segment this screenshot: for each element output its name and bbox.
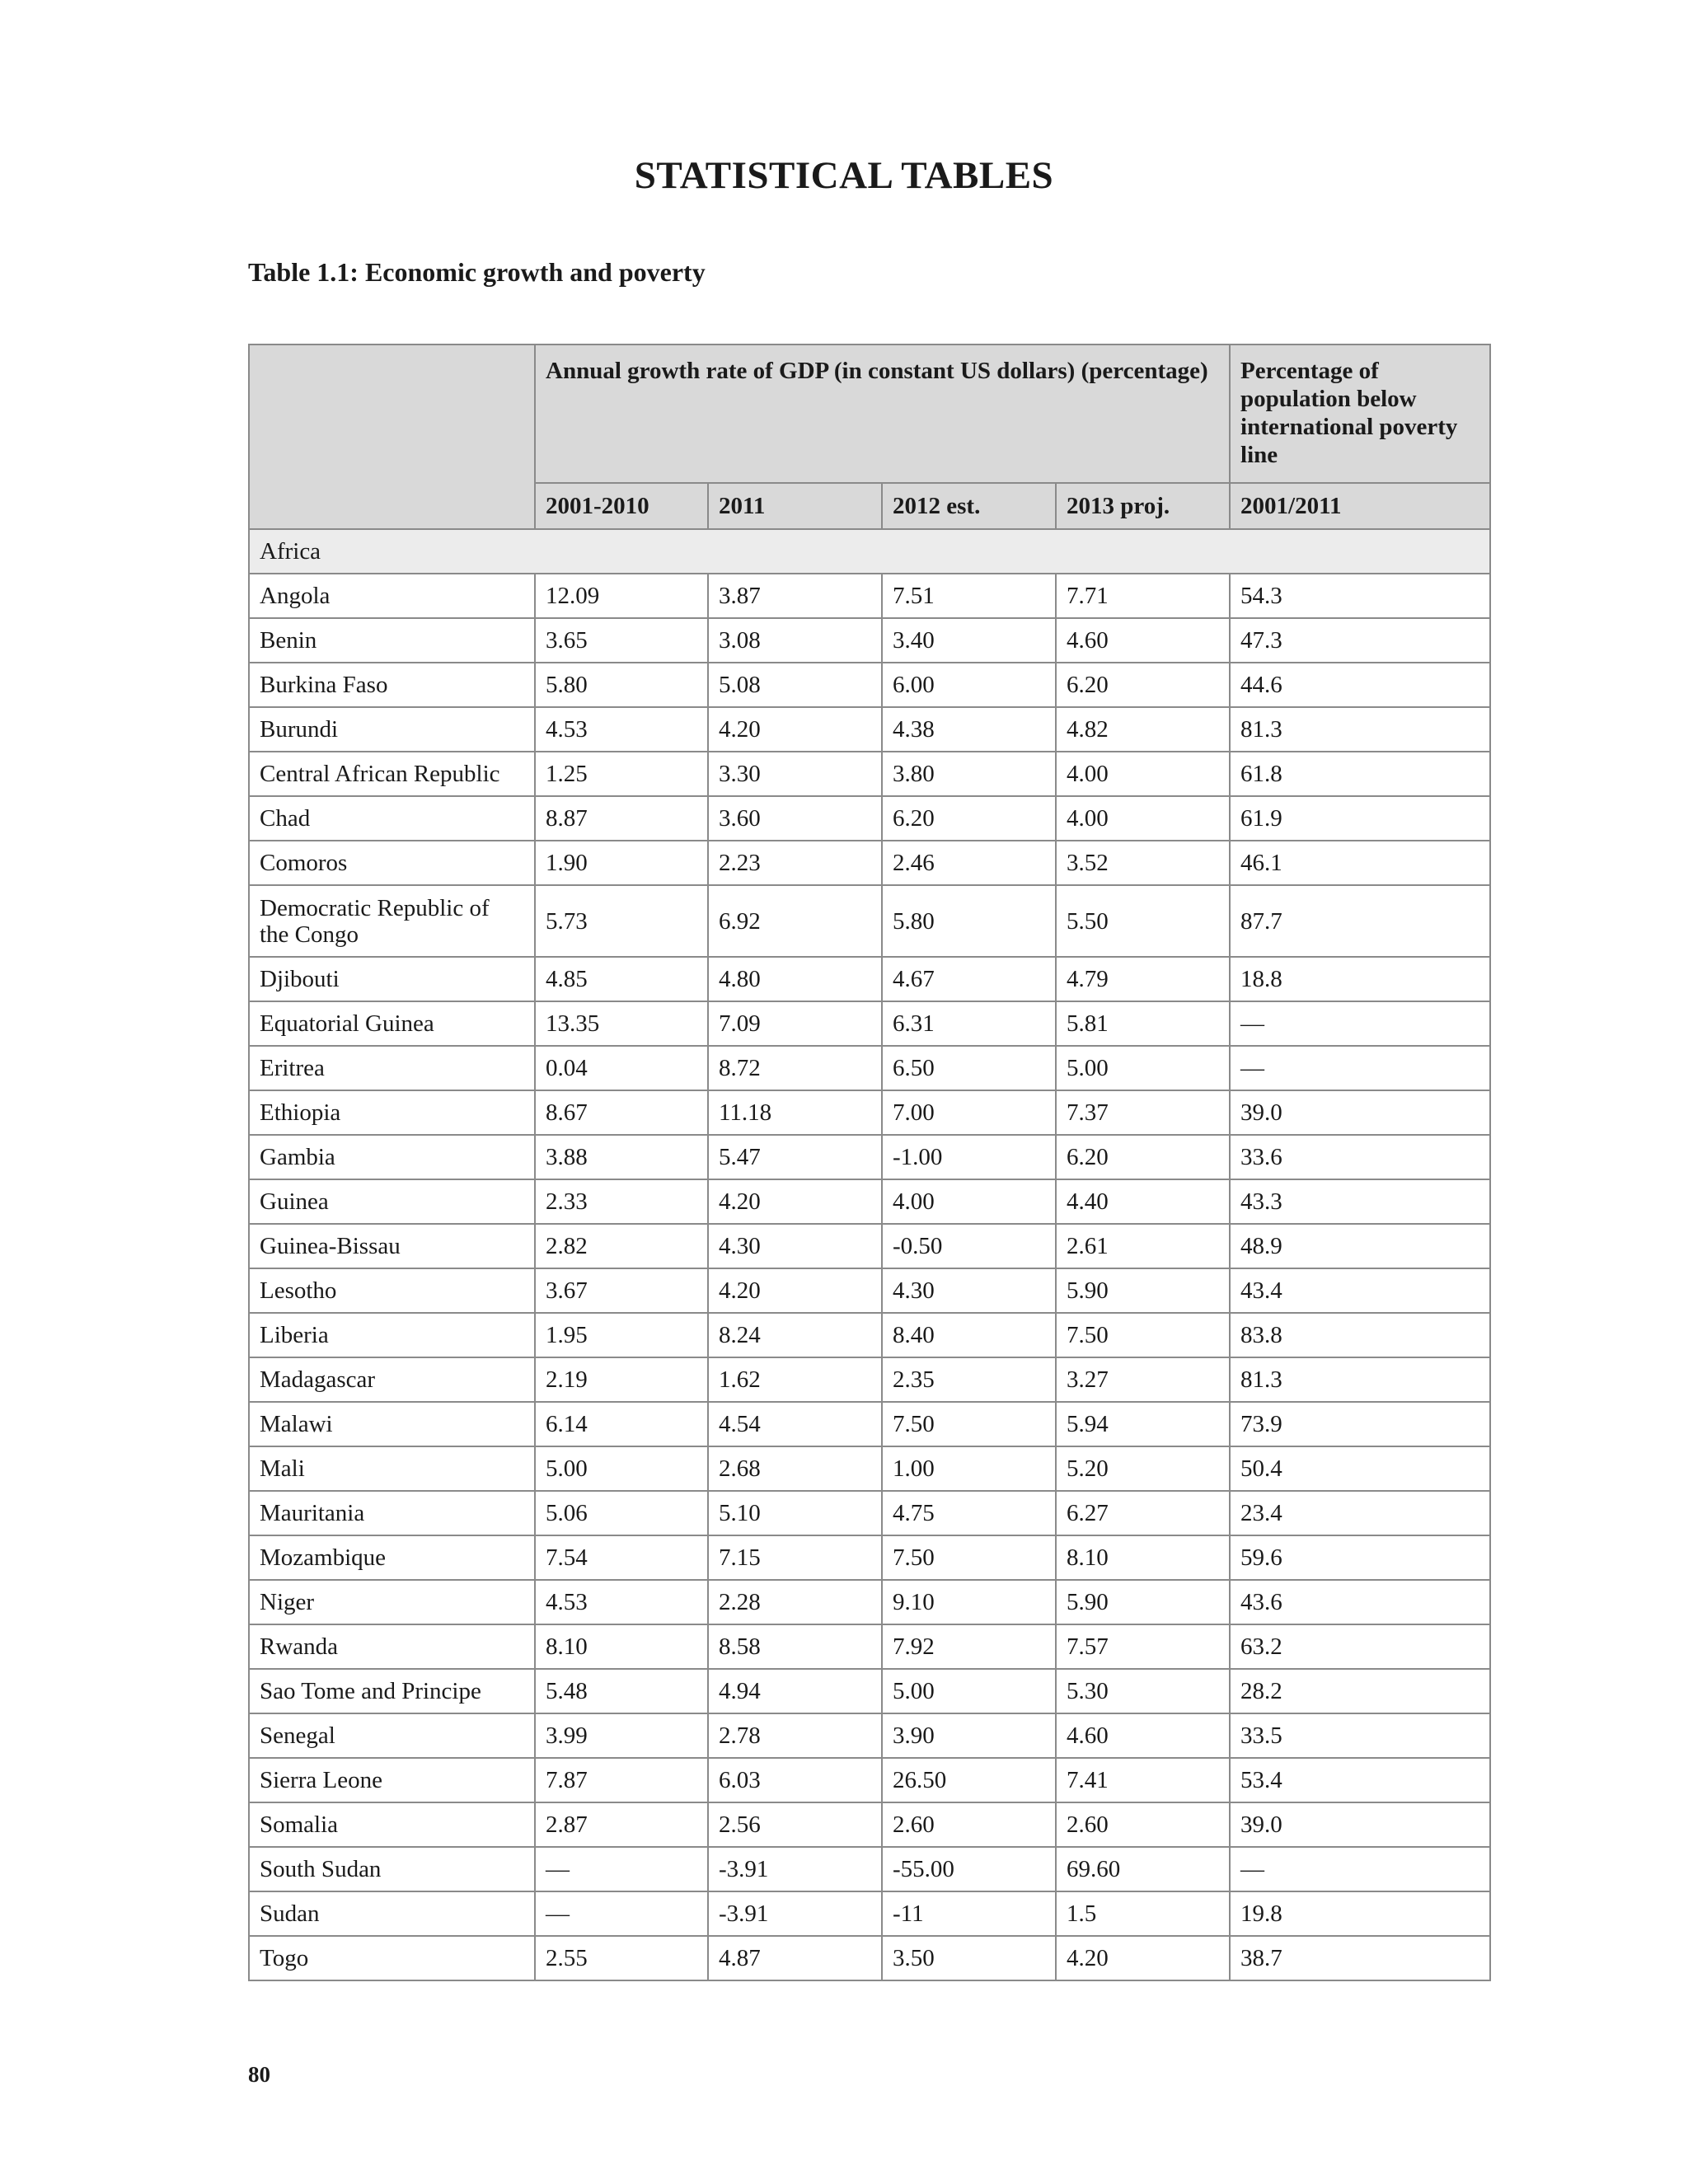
value-cell: 4.79 [1056, 957, 1230, 1001]
table-row [249, 1669, 1490, 1713]
value-cell: 8.87 [535, 796, 708, 841]
value-cell: 2.87 [535, 1802, 708, 1847]
table-row [249, 752, 1490, 796]
value-cell: 3.90 [882, 1713, 1056, 1758]
value-cell: — [535, 1847, 708, 1891]
table-row [249, 1090, 1490, 1135]
value-cell: — [1230, 1847, 1490, 1891]
value-cell: 3.30 [708, 752, 882, 796]
value-cell: 44.6 [1230, 663, 1490, 707]
value-cell: 9.10 [882, 1580, 1056, 1624]
value-cell: 2.23 [708, 841, 882, 885]
value-cell: 13.35 [535, 1001, 708, 1046]
table-row [249, 1936, 1490, 1980]
country-cell: Ethiopia [249, 1090, 535, 1135]
table-row [249, 1624, 1490, 1669]
column-header: 2001/2011 [1230, 483, 1490, 529]
value-cell: 47.3 [1230, 618, 1490, 663]
value-cell: 5.48 [535, 1669, 708, 1713]
value-cell: 87.7 [1230, 885, 1490, 957]
value-cell: 2.61 [1056, 1224, 1230, 1268]
table-row [249, 885, 1490, 957]
country-cell: Rwanda [249, 1624, 535, 1669]
table-row [249, 707, 1490, 752]
country-column-header [249, 344, 535, 529]
value-cell: 4.30 [708, 1224, 882, 1268]
value-cell: 3.27 [1056, 1357, 1230, 1402]
value-cell: 6.03 [708, 1758, 882, 1802]
value-cell: 2.35 [882, 1357, 1056, 1402]
table-row [249, 1891, 1490, 1936]
value-cell: 5.20 [1056, 1446, 1230, 1491]
value-cell: 5.94 [1056, 1402, 1230, 1446]
country-cell: Gambia [249, 1135, 535, 1179]
value-cell: -11 [882, 1891, 1056, 1936]
value-cell: -0.50 [882, 1224, 1056, 1268]
value-cell: 5.06 [535, 1491, 708, 1535]
value-cell: 7.51 [882, 574, 1056, 618]
value-cell: 2.28 [708, 1580, 882, 1624]
value-cell: 19.8 [1230, 1891, 1490, 1936]
value-cell: 4.54 [708, 1402, 882, 1446]
value-cell: 3.99 [535, 1713, 708, 1758]
value-cell: 11.18 [708, 1090, 882, 1135]
value-cell: 4.20 [708, 1179, 882, 1224]
value-cell: 7.15 [708, 1535, 882, 1580]
value-cell: 3.67 [535, 1268, 708, 1313]
table-row [249, 1135, 1490, 1179]
value-cell: -55.00 [882, 1847, 1056, 1891]
table-row [249, 1847, 1490, 1891]
country-cell: Guinea [249, 1179, 535, 1224]
value-cell: 7.71 [1056, 574, 1230, 618]
table-row [249, 618, 1490, 663]
table-row [249, 1001, 1490, 1046]
value-cell: 5.90 [1056, 1580, 1230, 1624]
country-cell: Sudan [249, 1891, 535, 1936]
value-cell: 2.68 [708, 1446, 882, 1491]
country-cell: Madagascar [249, 1357, 535, 1402]
value-cell: 4.00 [1056, 796, 1230, 841]
value-cell: 5.00 [1056, 1046, 1230, 1090]
value-cell: 2.60 [1056, 1802, 1230, 1847]
country-cell: Burkina Faso [249, 663, 535, 707]
value-cell: 43.3 [1230, 1179, 1490, 1224]
value-cell: 5.10 [708, 1491, 882, 1535]
value-cell: 39.0 [1230, 1090, 1490, 1135]
value-cell: 4.20 [1056, 1936, 1230, 1980]
value-cell: 1.62 [708, 1357, 882, 1402]
value-cell: 4.60 [1056, 618, 1230, 663]
page-number: 80 [248, 2062, 270, 2087]
table-row [249, 1802, 1490, 1847]
country-cell: Lesotho [249, 1268, 535, 1313]
country-cell: Mozambique [249, 1535, 535, 1580]
table-row [249, 1179, 1490, 1224]
value-cell: 2.56 [708, 1802, 882, 1847]
value-cell: 8.67 [535, 1090, 708, 1135]
value-cell: 5.73 [535, 885, 708, 957]
table-row [249, 1713, 1490, 1758]
table-row [249, 1446, 1490, 1491]
value-cell: 81.3 [1230, 1357, 1490, 1402]
country-cell: Comoros [249, 841, 535, 885]
value-cell: 18.8 [1230, 957, 1490, 1001]
country-cell: Guinea-Bissau [249, 1224, 535, 1268]
value-cell: 7.50 [882, 1535, 1056, 1580]
value-cell: 2.33 [535, 1179, 708, 1224]
value-cell: 3.40 [882, 618, 1056, 663]
column-header: 2012 est. [882, 483, 1056, 529]
table-row [249, 1357, 1490, 1402]
value-cell: 3.50 [882, 1936, 1056, 1980]
value-cell: 23.4 [1230, 1491, 1490, 1535]
table-row [249, 1535, 1490, 1580]
value-cell: 50.4 [1230, 1446, 1490, 1491]
region-row-africa: Africa [249, 529, 1490, 574]
table-row [249, 1758, 1490, 1802]
value-cell: 8.10 [535, 1624, 708, 1669]
value-cell: 48.9 [1230, 1224, 1490, 1268]
value-cell: 38.7 [1230, 1936, 1490, 1980]
table-row [249, 574, 1490, 618]
value-cell: 3.65 [535, 618, 708, 663]
value-cell: 61.9 [1230, 796, 1490, 841]
value-cell: — [1230, 1001, 1490, 1046]
value-cell: 7.57 [1056, 1624, 1230, 1669]
value-cell: 46.1 [1230, 841, 1490, 885]
value-cell: 7.50 [882, 1402, 1056, 1446]
value-cell: 12.09 [535, 574, 708, 618]
value-cell: 3.52 [1056, 841, 1230, 885]
value-cell: 43.4 [1230, 1268, 1490, 1313]
value-cell: 2.55 [535, 1936, 708, 1980]
table-row [249, 1580, 1490, 1624]
value-cell: 6.20 [1056, 663, 1230, 707]
value-cell: 4.67 [882, 957, 1056, 1001]
country-cell: Liberia [249, 1313, 535, 1357]
value-cell: 6.31 [882, 1001, 1056, 1046]
value-cell: 5.81 [1056, 1001, 1230, 1046]
value-cell: 4.60 [1056, 1713, 1230, 1758]
value-cell: 69.60 [1056, 1847, 1230, 1891]
value-cell: 8.10 [1056, 1535, 1230, 1580]
value-cell: 4.75 [882, 1491, 1056, 1535]
value-cell: 54.3 [1230, 574, 1490, 618]
country-cell: Somalia [249, 1802, 535, 1847]
table-row [249, 1491, 1490, 1535]
value-cell: 3.80 [882, 752, 1056, 796]
value-cell: 4.85 [535, 957, 708, 1001]
country-cell: Eritrea [249, 1046, 535, 1090]
value-cell: 4.94 [708, 1669, 882, 1713]
value-cell: — [1230, 1046, 1490, 1090]
table-row [249, 841, 1490, 885]
value-cell: 3.60 [708, 796, 882, 841]
value-cell: 6.27 [1056, 1491, 1230, 1535]
value-cell: 43.6 [1230, 1580, 1490, 1624]
value-cell: 1.90 [535, 841, 708, 885]
value-cell: 4.40 [1056, 1179, 1230, 1224]
country-cell: Central African Republic [249, 752, 535, 796]
country-cell: South Sudan [249, 1847, 535, 1891]
value-cell: 4.82 [1056, 707, 1230, 752]
country-cell: Sao Tome and Principe [249, 1669, 535, 1713]
column-header: 2001-2010 [535, 483, 708, 529]
value-cell: 59.6 [1230, 1535, 1490, 1580]
value-cell: 2.60 [882, 1802, 1056, 1847]
column-header: 2013 proj. [1056, 483, 1230, 529]
table-row [249, 796, 1490, 841]
value-cell: 4.00 [882, 1179, 1056, 1224]
country-cell: Sierra Leone [249, 1758, 535, 1802]
value-cell: 39.0 [1230, 1802, 1490, 1847]
table-row [249, 1402, 1490, 1446]
value-cell: 6.00 [882, 663, 1056, 707]
gdp-group-header: Annual growth rate of GDP (in constant US dollars) (percentage) [535, 344, 1230, 483]
value-cell: 3.87 [708, 574, 882, 618]
value-cell: -1.00 [882, 1135, 1056, 1179]
value-cell: 33.6 [1230, 1135, 1490, 1179]
value-cell: 5.00 [882, 1669, 1056, 1713]
value-cell: 8.24 [708, 1313, 882, 1357]
value-cell: 5.50 [1056, 885, 1230, 957]
value-cell: 6.50 [882, 1046, 1056, 1090]
country-cell: Chad [249, 796, 535, 841]
table-row [249, 1313, 1490, 1357]
value-cell: 33.5 [1230, 1713, 1490, 1758]
page-title: STATISTICAL TABLES [634, 154, 1054, 197]
value-cell: 4.00 [1056, 752, 1230, 796]
country-cell: Benin [249, 618, 535, 663]
value-cell: 7.41 [1056, 1758, 1230, 1802]
value-cell: — [535, 1891, 708, 1936]
value-cell: 2.19 [535, 1357, 708, 1402]
value-cell: 4.20 [708, 707, 882, 752]
value-cell: 5.00 [535, 1446, 708, 1491]
table-row [249, 1224, 1490, 1268]
column-header: 2011 [708, 483, 882, 529]
country-cell: Equatorial Guinea [249, 1001, 535, 1046]
value-cell: -3.91 [708, 1847, 882, 1891]
country-cell: Senegal [249, 1713, 535, 1758]
table-row [249, 1046, 1490, 1090]
table-row [249, 663, 1490, 707]
value-cell: 1.95 [535, 1313, 708, 1357]
value-cell: 6.14 [535, 1402, 708, 1446]
value-cell: 7.92 [882, 1624, 1056, 1669]
value-cell: 4.38 [882, 707, 1056, 752]
value-cell: 3.88 [535, 1135, 708, 1179]
value-cell: 1.00 [882, 1446, 1056, 1491]
table-caption: Table 1.1: Economic growth and poverty [248, 257, 706, 287]
value-cell: 4.80 [708, 957, 882, 1001]
value-cell: 63.2 [1230, 1624, 1490, 1669]
value-cell: 6.92 [708, 885, 882, 957]
value-cell: 5.47 [708, 1135, 882, 1179]
value-cell: 8.58 [708, 1624, 882, 1669]
value-cell: 2.82 [535, 1224, 708, 1268]
value-cell: 83.8 [1230, 1313, 1490, 1357]
country-cell: Djibouti [249, 957, 535, 1001]
value-cell: 28.2 [1230, 1669, 1490, 1713]
value-cell: -3.91 [708, 1891, 882, 1936]
value-cell: 4.53 [535, 1580, 708, 1624]
value-cell: 26.50 [882, 1758, 1056, 1802]
country-cell: Malawi [249, 1402, 535, 1446]
country-cell: Burundi [249, 707, 535, 752]
value-cell: 0.04 [535, 1046, 708, 1090]
value-cell: 5.08 [708, 663, 882, 707]
value-cell: 73.9 [1230, 1402, 1490, 1446]
value-cell: 5.30 [1056, 1669, 1230, 1713]
value-cell: 4.87 [708, 1936, 882, 1980]
value-cell: 1.5 [1056, 1891, 1230, 1936]
value-cell: 6.20 [1056, 1135, 1230, 1179]
value-cell: 8.40 [882, 1313, 1056, 1357]
value-cell: 2.46 [882, 841, 1056, 885]
value-cell: 4.30 [882, 1268, 1056, 1313]
country-cell: Mali [249, 1446, 535, 1491]
value-cell: 4.20 [708, 1268, 882, 1313]
value-cell: 5.80 [882, 885, 1056, 957]
value-cell: 4.53 [535, 707, 708, 752]
value-cell: 53.4 [1230, 1758, 1490, 1802]
value-cell: 61.8 [1230, 752, 1490, 796]
value-cell: 3.08 [708, 618, 882, 663]
poverty-group-header: Percentage of population below international poverty line [1230, 344, 1490, 483]
value-cell: 7.87 [535, 1758, 708, 1802]
country-cell: Togo [249, 1936, 535, 1980]
value-cell: 6.20 [882, 796, 1056, 841]
value-cell: 5.80 [535, 663, 708, 707]
value-cell: 1.25 [535, 752, 708, 796]
table-row [249, 957, 1490, 1001]
country-cell: Mauritania [249, 1491, 535, 1535]
value-cell: 7.00 [882, 1090, 1056, 1135]
value-cell: 81.3 [1230, 707, 1490, 752]
value-cell: 7.37 [1056, 1090, 1230, 1135]
country-cell: Niger [249, 1580, 535, 1624]
value-cell: 7.54 [535, 1535, 708, 1580]
value-cell: 7.50 [1056, 1313, 1230, 1357]
country-cell: Democratic Republic of the Congo [249, 885, 535, 957]
table-row [249, 1268, 1490, 1313]
value-cell: 5.90 [1056, 1268, 1230, 1313]
value-cell: 8.72 [708, 1046, 882, 1090]
value-cell: 7.09 [708, 1001, 882, 1046]
country-cell: Angola [249, 574, 535, 618]
value-cell: 2.78 [708, 1713, 882, 1758]
economic-growth-table [248, 344, 1491, 1981]
